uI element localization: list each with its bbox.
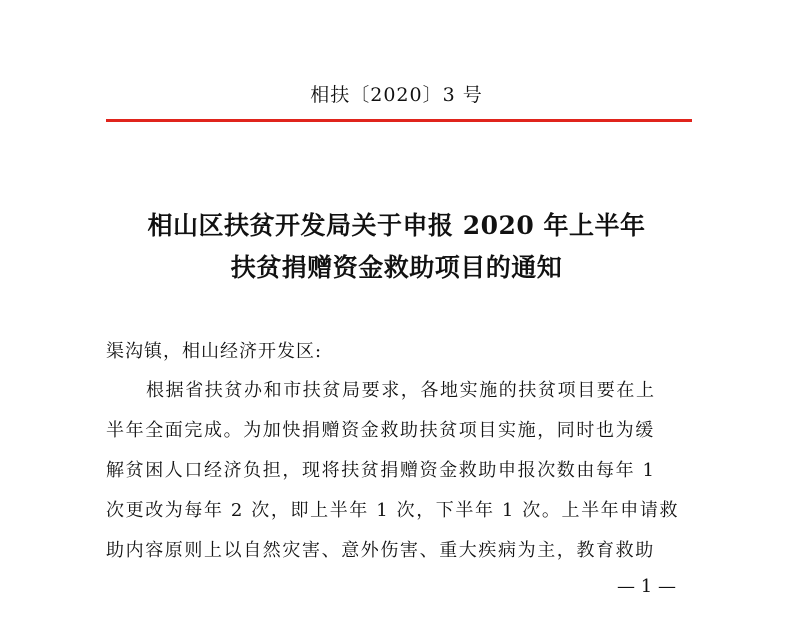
body-line-3: 解贫困人口经济负担，现将扶贫捐赠资金救助申报次数由每年 1 <box>106 460 656 481</box>
document-title-line-1: 相山区扶贫开发局关于申报 2020 年上半年 <box>147 211 646 240</box>
recipient-line: 渠沟镇，相山经济开发区: <box>106 341 323 362</box>
body-line-1: 根据省扶贫办和市扶贫局要求，各地实施的扶贫项目要在上 <box>146 380 656 401</box>
document-title-line-2: 扶贫捐赠资金救助项目的通知 <box>230 253 563 282</box>
red-header-rule <box>106 119 692 122</box>
body-line-2: 半年全面完成。为加快捐赠资金救助扶贫项目实施，同时也为缓 <box>106 420 655 441</box>
body-line-4: 次更改为每年 2 次，即上半年 1 次，下半年 1 次。上半年申请救 <box>106 500 680 521</box>
document-number: 相扶〔2020〕3 号 <box>310 84 483 106</box>
body-line-5: 助内容原则上以自然灾害、意外伤害、重大疾病为主，教育救助 <box>106 540 655 561</box>
page-number: — 1 — <box>617 576 676 597</box>
